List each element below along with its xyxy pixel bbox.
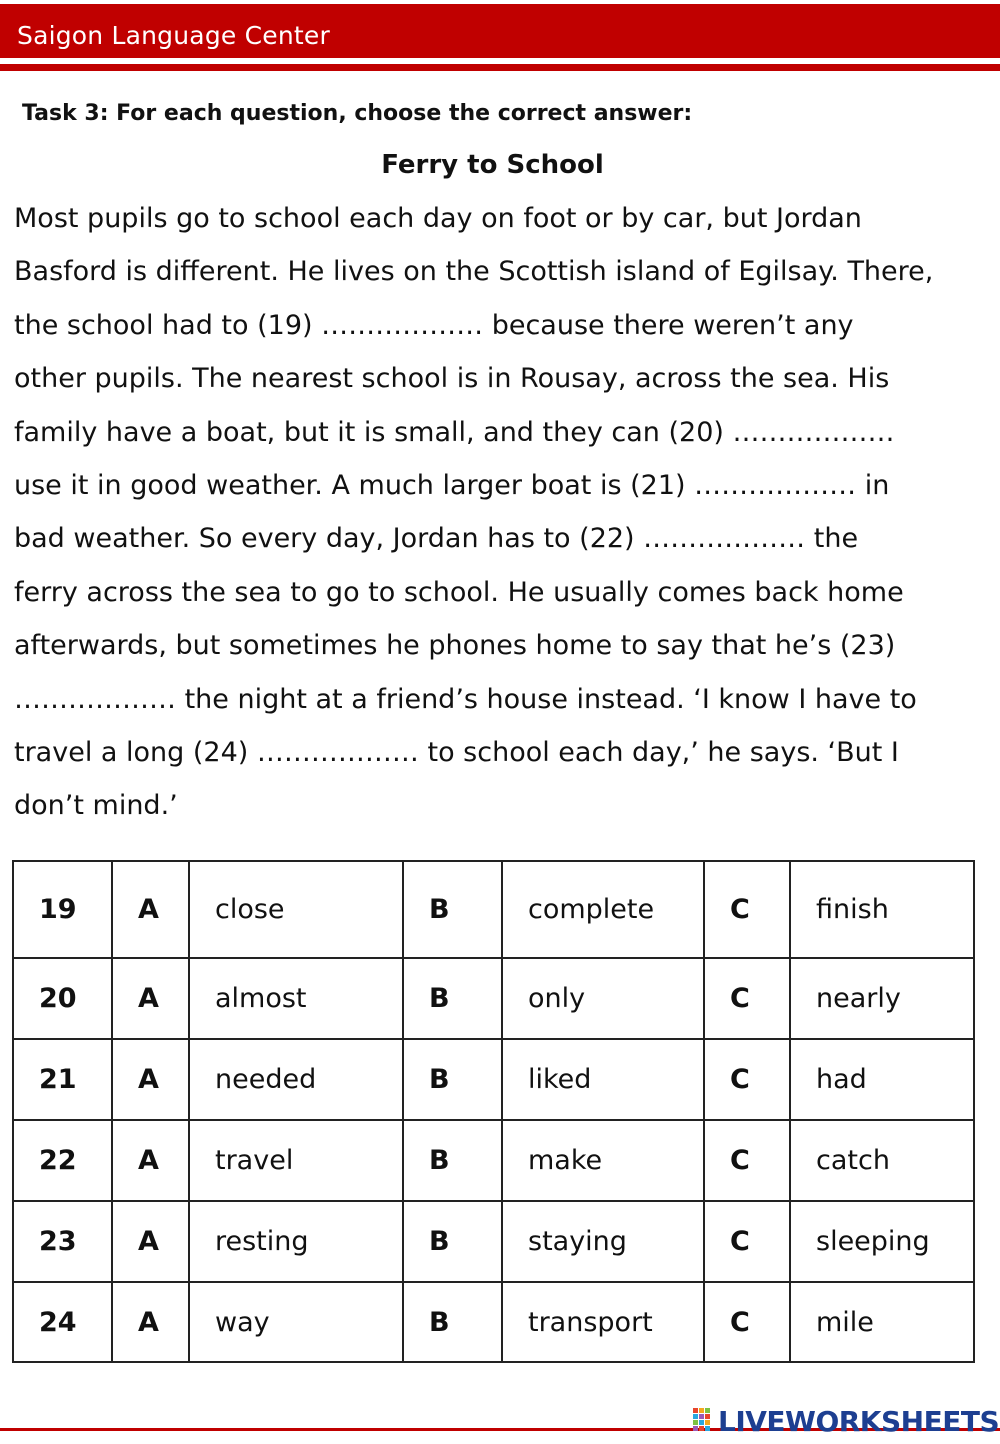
passage-title: Ferry to School	[381, 150, 604, 180]
option-a-label: A	[112, 1039, 189, 1120]
option-c-label: C	[704, 958, 790, 1039]
logo-text: LIVEWORKSHEETS	[718, 1404, 1000, 1438]
passage-line: travel a long (24) ……………… to school each day,’ he says. ‘But I	[14, 736, 899, 768]
passage-line: other pupils. The nearest school is in Rousay, across the sea. His	[14, 363, 890, 395]
passage-line: use it in good weather. A much larger boat is (21) ……………… in	[14, 469, 890, 501]
option-c-label: C	[704, 1039, 790, 1120]
option-c-label: C	[704, 1282, 790, 1362]
header-bar	[0, 4, 1000, 58]
option-c-text[interactable]: sleeping	[790, 1201, 974, 1282]
task-instruction: Task 3: For each question, choose the correct answer:	[22, 101, 693, 126]
question-number: 22	[13, 1120, 112, 1201]
question-row-24	[13, 1282, 974, 1362]
header-divider	[0, 64, 1000, 71]
option-c-text[interactable]: nearly	[790, 958, 974, 1039]
liveworksheets-logo	[692, 1404, 999, 1438]
option-c-text[interactable]: had	[790, 1039, 974, 1120]
option-b-label: B	[403, 1282, 502, 1362]
option-c-text[interactable]: catch	[790, 1120, 974, 1201]
option-a-text[interactable]: almost	[189, 958, 403, 1039]
question-row-23	[13, 1201, 974, 1282]
passage-line: don’t mind.’	[14, 790, 178, 822]
option-c-label: C	[704, 861, 790, 958]
question-number: 21	[13, 1039, 112, 1120]
answer-options-table	[12, 860, 975, 1363]
option-c-text[interactable]: mile	[790, 1282, 974, 1362]
liveworksheets-mark-icon	[692, 1406, 718, 1436]
question-row-21	[13, 1039, 974, 1120]
option-c-label: C	[704, 1120, 790, 1201]
option-a-text[interactable]: way	[189, 1282, 403, 1362]
option-b-label: B	[403, 1120, 502, 1201]
option-b-text[interactable]: liked	[502, 1039, 704, 1120]
option-c-text[interactable]: finish	[790, 861, 974, 958]
option-b-text[interactable]: transport	[502, 1282, 704, 1362]
option-b-text[interactable]: only	[502, 958, 704, 1039]
option-a-text[interactable]: resting	[189, 1201, 403, 1282]
option-a-text[interactable]: needed	[189, 1039, 403, 1120]
header-title: Saigon Language Center	[17, 21, 330, 50]
question-number: 19	[13, 861, 112, 958]
passage-line: ferry across the sea to go to school. He usually comes back home	[14, 576, 904, 608]
passage-line: the school had to (19) ……………… because there weren’t any	[14, 309, 854, 341]
question-row-22	[13, 1120, 974, 1201]
passage-text	[14, 192, 989, 833]
option-b-label: B	[403, 958, 502, 1039]
option-b-label: B	[403, 861, 502, 958]
question-number: 20	[13, 958, 112, 1039]
passage-line: Most pupils go to school each day on foot or by car, but Jordan	[14, 203, 862, 234]
option-c-label: C	[704, 1201, 790, 1282]
option-a-text[interactable]: close	[189, 861, 403, 958]
option-a-text[interactable]: travel	[189, 1120, 403, 1201]
option-a-label: A	[112, 1120, 189, 1201]
option-a-label: A	[112, 958, 189, 1039]
question-number: 24	[13, 1282, 112, 1362]
passage-line: bad weather. So every day, Jordan has to (22) ……………… the	[14, 523, 859, 555]
question-row-20	[13, 958, 974, 1039]
passage-line: afterwards, but sometimes he phones home to say that he’s (23)	[14, 630, 896, 662]
passage-line: Basford is different. He lives on the Scottish island of Egilsay. There,	[14, 256, 934, 288]
option-b-label: B	[403, 1201, 502, 1282]
passage-line: ……………… the night at a friend’s house instead. ‘I know I have to	[14, 683, 917, 715]
option-a-label: A	[112, 1201, 189, 1282]
passage-line: family have a boat, but it is small, and they can (20) ………………	[14, 416, 895, 448]
option-b-text[interactable]: make	[502, 1120, 704, 1201]
option-a-label: A	[112, 1282, 189, 1362]
option-a-label: A	[112, 861, 189, 958]
option-b-label: B	[403, 1039, 502, 1120]
option-b-text[interactable]: staying	[502, 1201, 704, 1282]
option-b-text[interactable]: complete	[502, 861, 704, 958]
question-row-19	[13, 861, 974, 958]
question-number: 23	[13, 1201, 112, 1282]
